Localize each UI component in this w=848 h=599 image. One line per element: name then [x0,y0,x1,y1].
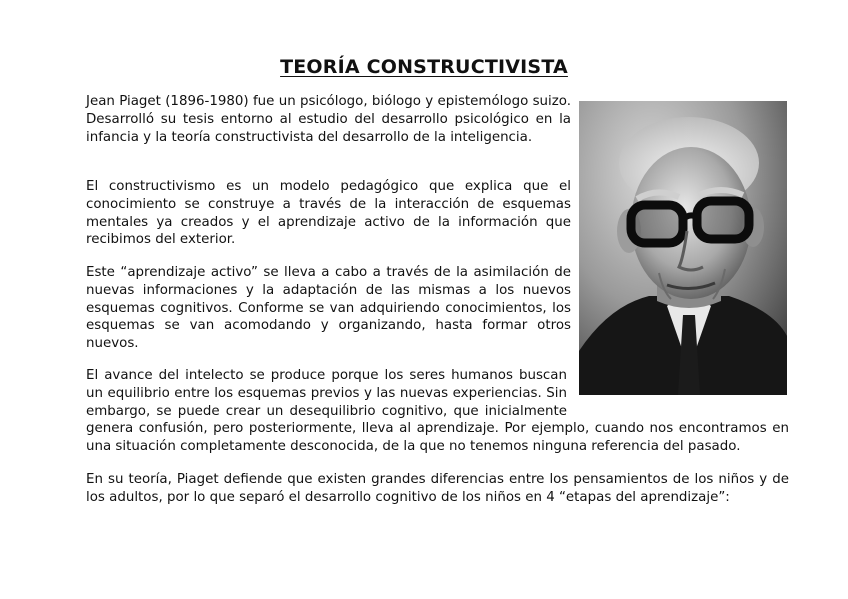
paragraph-3: Este “aprendizaje activo” se lleva a cabo a través de la asimilación de nuevas informaciones y la adaptación de las mismas a los nuevos esquemas cognitivos. Conforme se van adquiriendo conocimientos, los esquemas se van acomodando y organizando, hasta formar otros nuevos. [86,265,571,352]
portrait-photo [579,101,787,395]
paragraph-5: En su teoría, Piaget defiende que existen grandes diferencias entre los pensamientos de los niños y de los adultos, por lo que separó el desarrollo cognitivo de los niños en 4 “etapas del aprendizaje”: [86,472,789,505]
paragraph-4-text: El avance del intelecto se produce porque los seres humanos buscan un equilibrio entre los esquemas previos y las nuevas experiencias. Sin embargo, se puede crear un desequilibrio cognitivo, que inicialmente genera confusión, pero posteriormente, lleva al aprendizaje. Por ejemplo, cuando nos encontramos en una situación completamente desconocida, de la que no tenemos ninguna referencia del pasado. [86,368,789,455]
paragraph-1: Jean Piaget (1896-1980) fue un psicólogo, biólogo y epistemólogo suizo. Desarrolló su tesis entorno al estudio del desarrollo psicológico en la infancia y la teoría constructivista del desarrollo de la inteligencia. [86,94,571,145]
photo-wrap-spacer [567,367,789,403]
paragraph-2: El constructivismo es un modelo pedagógico que explica que el conocimiento se construye a través de la interacción de esquemas mentales ya creados y el aprendizaje activo de la información que recibimos del exterior. [86,179,571,248]
page-title: TEORÍA CONSTRUCTIVISTA [280,56,568,78]
paragraph-4 [86,367,789,456]
